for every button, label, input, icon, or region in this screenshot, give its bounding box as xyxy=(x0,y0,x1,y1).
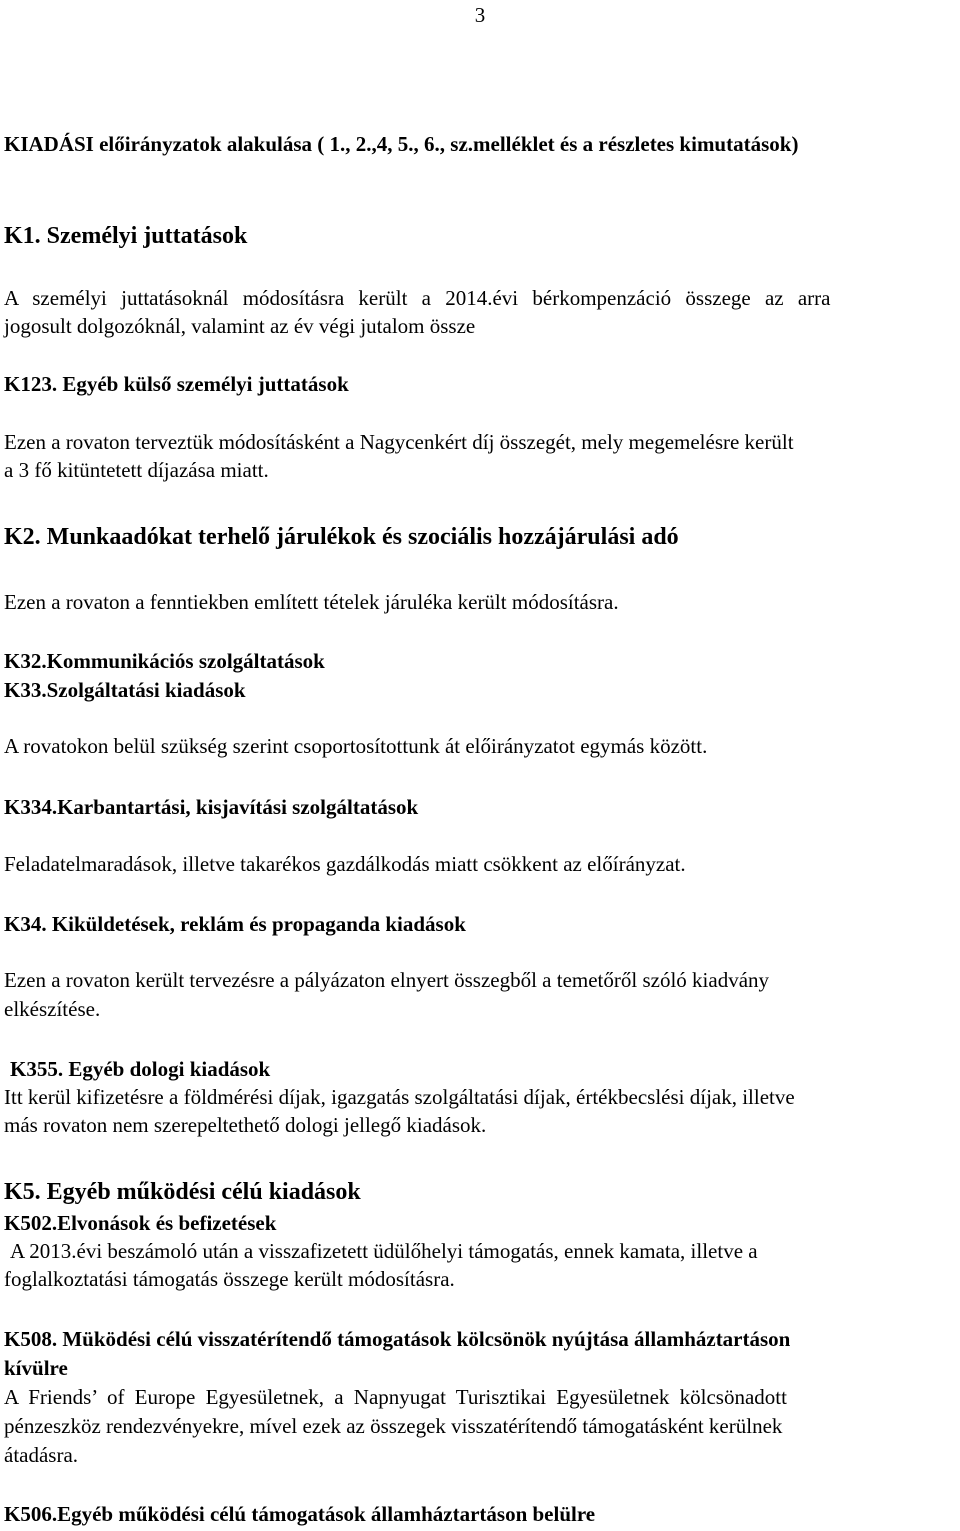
k123-text-line-2: a 3 fő kitüntetett díjazása miatt. xyxy=(4,458,269,482)
k33-text-line-1: A rovatokon belül szükség szerint csoportosítottunk át előirányzatot egymás között. xyxy=(4,734,708,758)
k502-text-line-1: A 2013.évi beszámoló után a visszafizetett üdülőhelyi támogatás, ennek kamata, illetve a xyxy=(10,1239,758,1263)
k508-text-line-1: A Friends’ of Europe Egyesületnek, a Napnyugat Turisztikai Egyesületnek kölcsönadott xyxy=(4,1385,787,1409)
k2-title: K2. Munkaadókat terhelő járulékok és szociális hozzájárulási adó xyxy=(4,524,679,550)
k2-text-line-1: Ezen a rovaton a fenntiekben említett tételek járuléka került módosításra. xyxy=(4,590,619,614)
k508-title-line-1: K508. Müködési célú visszatérítendő támogatások kölcsönök nyújtása államháztartáson xyxy=(4,1327,791,1351)
k502-text-line-2: foglalkoztatási támogatás összege került módosításra. xyxy=(4,1267,455,1291)
k1-text-line-1: A személyi juttatásoknál módosításra került a 2014.évi bérkompenzáció összege az arra xyxy=(4,286,831,310)
k506-title: K506.Egyéb működési célú támogatások államháztartáson belülre xyxy=(4,1502,596,1526)
k123-title: K123. Egyéb külső személyi juttatások xyxy=(4,372,349,396)
k33-title: K33.Szolgáltatási kiadások xyxy=(4,678,246,702)
k1-text-line-2: jogosult dolgozóknál, valamint az év végi jutalom össze xyxy=(4,314,476,338)
k508-text-line-2: pénzeszköz rendezvényekre, mível ezek az összegek visszatérítendő támogatásként kerülnek xyxy=(4,1414,783,1438)
k1-title: K1. Személyi juttatások xyxy=(4,223,248,249)
k502-title: K502.Elvonások és befizetések xyxy=(4,1211,277,1235)
k508-title-line-2: kívülre xyxy=(4,1356,68,1380)
k34-text-line-2: elkészítése. xyxy=(4,997,101,1021)
k355-text-line-2: más rovaton nem szerepeltethető dologi jellegő kiadások. xyxy=(4,1113,487,1137)
k32-title: K32.Kommunikációs szolgáltatások xyxy=(4,649,325,673)
k334-title: K334.Karbantartási, kisjavítási szolgáltatások xyxy=(4,795,419,819)
section-heading: KIADÁSI előirányzatok alakulása ( 1., 2.,4, 5., 6., sz.melléklet és a részletes kimutatások) xyxy=(4,132,799,156)
page-number: 3 xyxy=(474,3,486,27)
k123-text-line-1: Ezen a rovaton terveztük módosításként a Nagycenkért díj összegét, mely megemelésre került xyxy=(4,430,794,454)
k334-text-line-1: Feladatelmaradások, illetve takarékos gazdálkodás miatt csökkent az előírányzat. xyxy=(4,852,686,876)
k355-title: K355. Egyéb dologi kiadások xyxy=(10,1057,271,1081)
k34-title: K34. Kiküldetések, reklám és propaganda kiadások xyxy=(4,912,466,936)
k34-text-line-1: Ezen a rovaton került tervezésre a pályázaton elnyert összegből a temetőről szóló kiadvány xyxy=(4,968,770,992)
k508-text-line-3: átadásra. xyxy=(4,1443,79,1467)
k5-title: K5. Egyéb működési célú kiadások xyxy=(4,1179,361,1205)
k355-text-line-1: Itt kerül kifizetésre a földmérési díjak, igazgatás szolgáltatási díjak, értékbecslési díjak, illetve xyxy=(4,1085,795,1109)
